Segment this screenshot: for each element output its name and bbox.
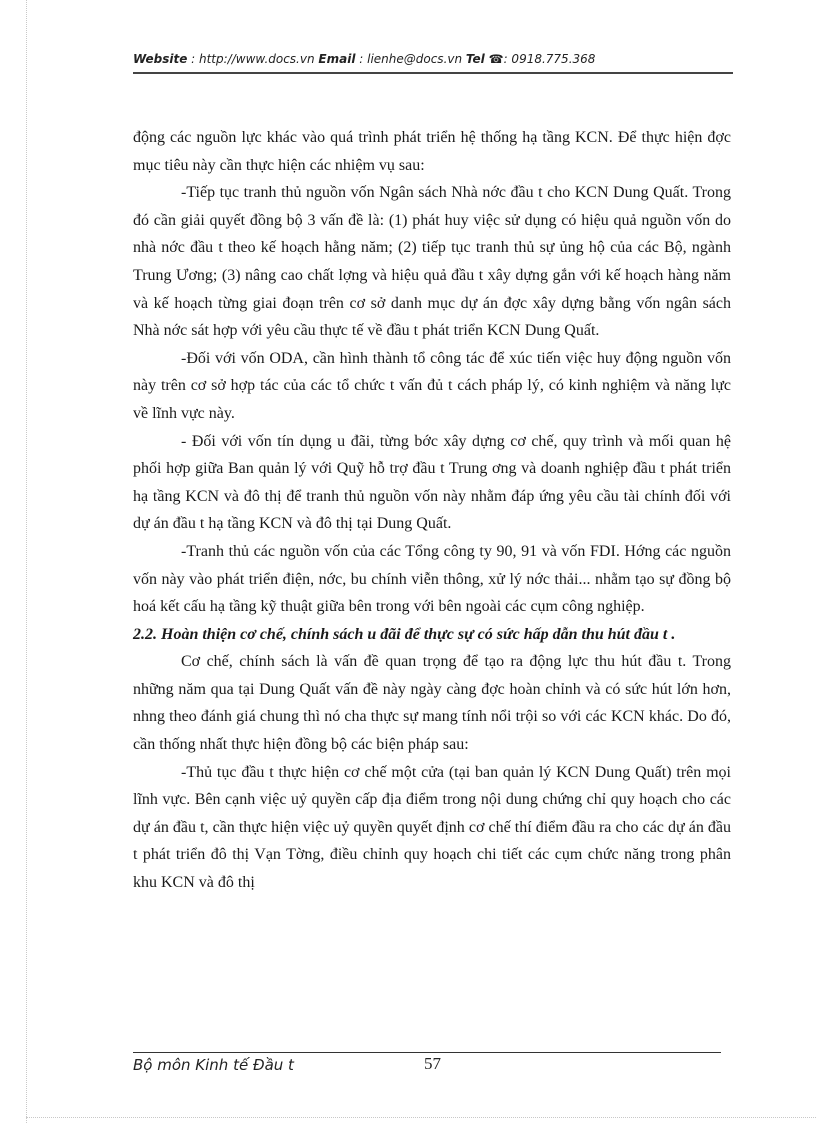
footer-department: Bộ môn Kinh tế Đầu t [133,1056,294,1074]
website-label: Website [133,52,188,66]
paragraph-policy-mechanism: Cơ chế, chính sách là vấn đề quan trọng để tạo ra động lực thu hút đầu t. Trong những năm qua tại Dung Quất vấn đề này ngày càng đợc hoàn chỉnh và có sức hút lớn hơn, nhng theo đánh giá chung thì nó cha thực sự mang tính nổi trội so với các KCN khác. Do đó, cần thống nhất thực hiện đồng bộ các biện pháp sau: [133,653,731,754]
paragraph-investment-procedure: -Thủ tục đầu t thực hiện cơ chế một cửa (tại ban quản lý KCN Dung Quất) trên mọi lĩnh vực. Bên cạnh việc uỷ quyền cấp địa điểm trong nội dung chứng chỉ quy hoạch cho các dự án đầu t, cần thực hiện việc uỷ quyền quyết định cơ chế thí điểm đầu ra cho các dự án đầu t phát triển đô thị Vạn Tờng, điều chỉnh quy hoạch chi tiết các cụm chức năng trong phân khu KCN và đô thị [133,763,731,892]
tel-value: : 0918.775.368 [503,52,596,66]
page-header [133,52,595,66]
email-value: : lienhe@docs.vn [355,52,466,66]
header-divider [133,72,733,74]
paragraph-oda: -Đối với vốn ODA, cần hình thành tổ công tác để xúc tiến việc huy động nguồn vốn này trên cơ sở hợp tác của các tổ chức t vấn đủ t cách pháp lý, có kinh nghiệm và năng lực về lĩnh vực này. [133,349,731,422]
section-heading: 2.2. Hoàn thiện cơ chế, chính sách u đãi để thực sự có sức hấp dẫn thu hút đầu t . [133,625,676,643]
email-label: Email [318,52,356,66]
footer-divider [133,1052,721,1053]
paragraph-corporations-fdi: -Tranh thủ các nguồn vốn của các Tổng công ty 90, 91 và vốn FDI. Hớng các nguồn vốn này vào phát triển điện, nớc, bu chính viễn thông, xử lý nớc thải... nhằm tạo sự đồng bộ hoá kết cấu hạ tầng kỹ thuật giữa bên trong với bên ngoài các cụm công nghiệp. [133,542,731,616]
page-bottom-edge [26,1117,816,1118]
website-value: : http://www.docs.vn [187,52,319,66]
page-left-edge [26,0,28,1123]
page-number: 57 [424,1054,441,1073]
paragraph-state-budget: -Tiếp tục tranh thủ nguồn vốn Ngân sách Nhà nớc đầu t cho KCN Dung Quất. Trong đó cần giải quyết đồng bộ 3 vấn đề là: (1) phát huy việc sử dụng có hiệu quả nguồn vốn do nhà nớc đầu t theo kế hoạch hằng năm; (2) tiếp tục tranh thủ sự ủng hộ của các Bộ, ngành Trung Ương; (3) nâng cao chất lợng và hiệu quả đầu t xây dựng gắn với kế hoạch hàng năm và kế hoạch từng giai đoạn trên cơ sở danh mục dự án đợc xây dựng bằng vốn ngân sách Nhà nớc sát hợp với yêu cầu thực tế về đầu t phát triển KCN Dung Quất. [133,184,731,340]
document-body [133,124,731,897]
tel-label: Tel [465,52,485,66]
paragraph-continuation: động các nguồn lực khác vào quá trình phát triển hệ thống hạ tầng KCN. Để thực hiện đợc mục tiêu này cần thực hiện các nhiệm vụ sau: [133,129,731,174]
paragraph-preferential-credit: - Đối với vốn tín dụng u đãi, từng bớc xây dựng cơ chế, quy trình và mối quan hệ phối hợp giữa Ban quản lý với Quỹ hỗ trợ đầu t Trung ơng và doanh nghiệp đầu t phát triển hạ tầng KCN và đô thị để tranh thủ nguồn vốn này nhằm đáp ứng yêu cầu tài chính đối với dự án đầu t hạ tầng KCN và đô thị tại Dung Quất. [133,432,731,533]
phone-icon: ☎ [488,52,504,66]
